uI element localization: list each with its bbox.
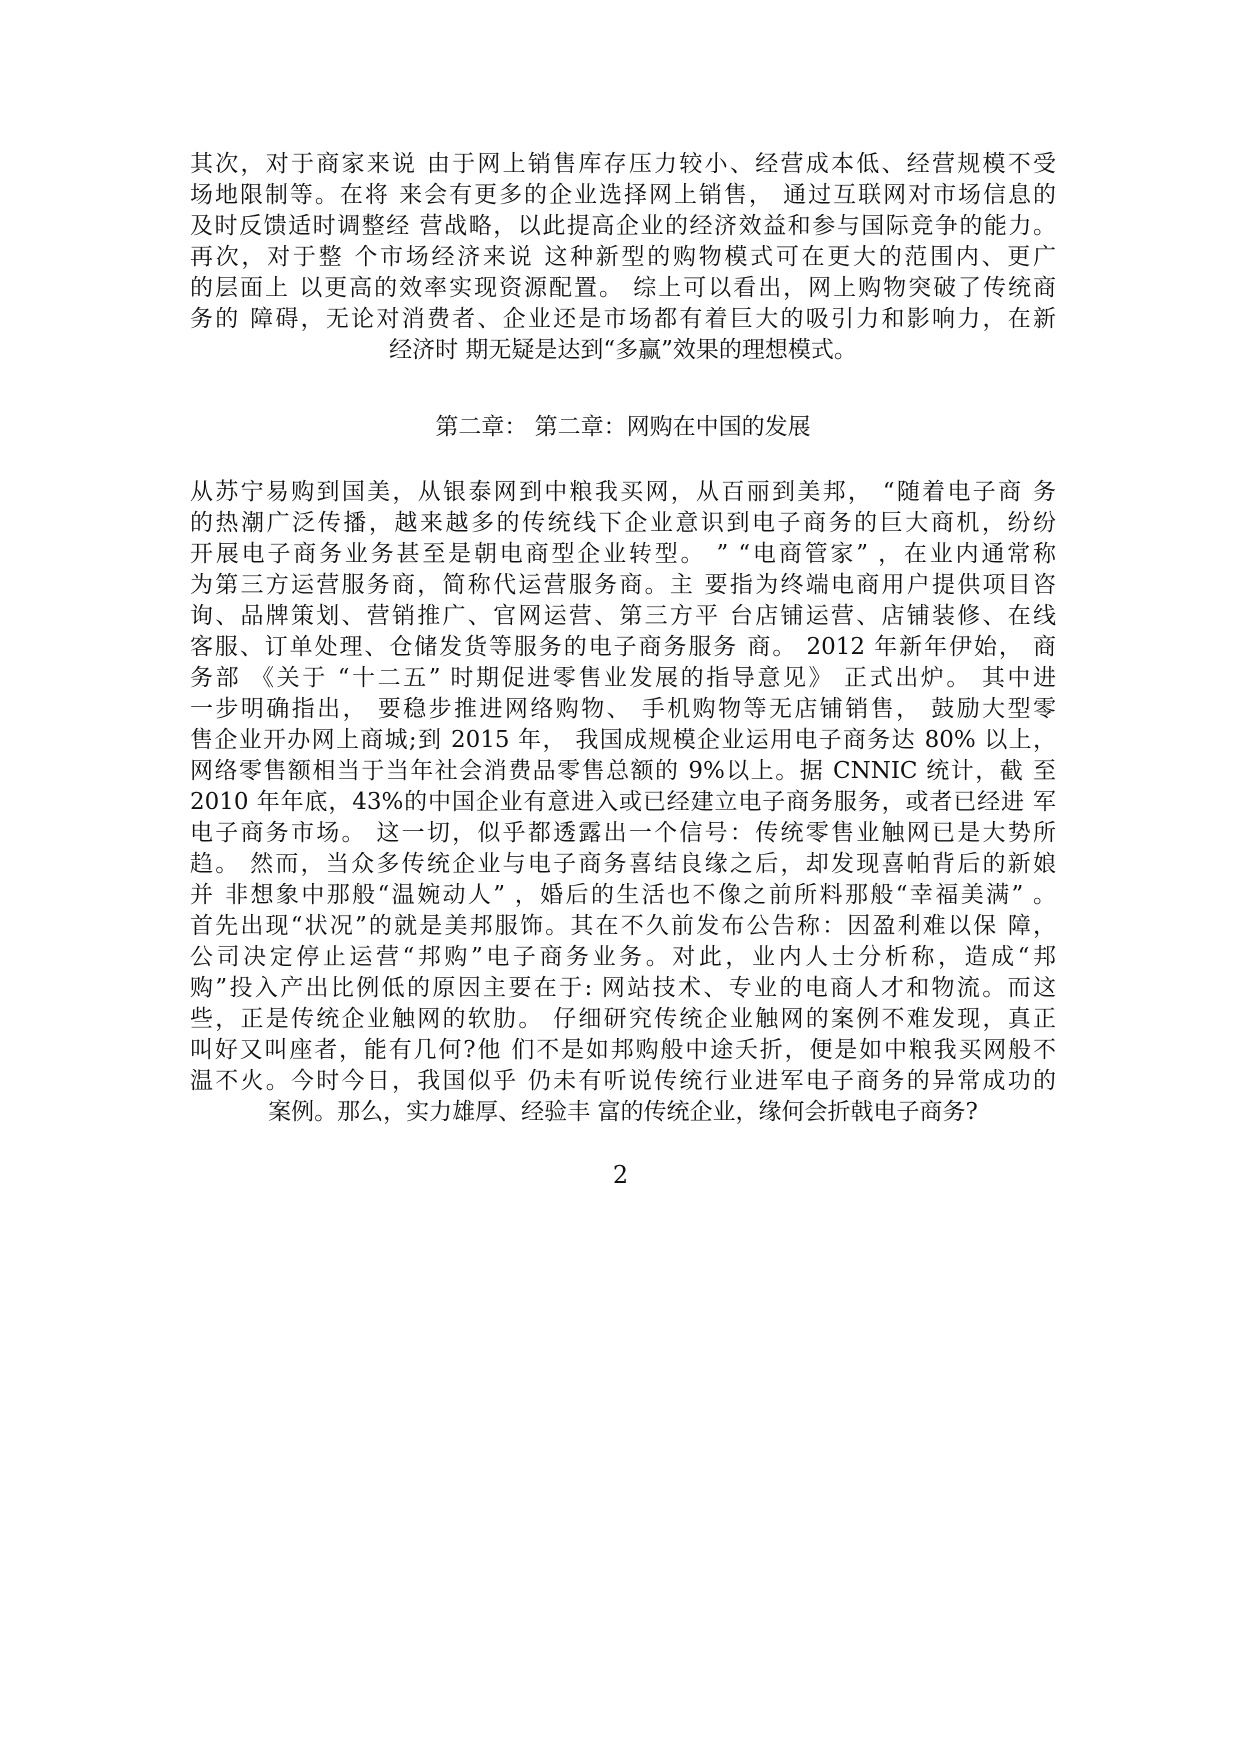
paragraph-2 <box>190 477 1056 1128</box>
text-line: 首先出现“状况”的就是美邦服饰。其在不久前发布公告称：因盈利难以保 障， <box>190 913 1056 939</box>
text-line: 及时反馈适时调整经 营战略，以此提高企业的经济效益和参与国际竞争的能力。 <box>190 213 1056 239</box>
text-line: 网络零售额相当于当年社会消费品零售总额的 9%以上。据 CNNIC 统计，截 至 <box>190 758 1056 784</box>
text-line: 温不火。今时今日，我国似乎 仍未有听说传统行业进军电子商务的异常成功的 <box>190 1068 1056 1094</box>
paragraph-1 <box>190 149 1056 366</box>
text-line: 开展电子商务业务甚至是朝电商型企业转型。 ” “电商管家” ，在业内通常称 <box>190 541 1056 567</box>
text-line: 场地限制等。在将 来会有更多的企业选择网上销售， 通过互联网对市场信息的 <box>190 182 1056 208</box>
text-line: 叫好又叫座者，能有几何?他 们不是如邦购般中途夭折，便是如中粮我买网般不 <box>190 1037 1056 1063</box>
text-line: 的层面上 以更高的效率实现资源配置。 综上可以看出，网上购物突破了传统商 <box>190 275 1056 301</box>
text-line: 2010 年年底，43%的中国企业有意进入或已经建立电子商务服务，或者已经进 军 <box>190 789 1056 815</box>
text-line: 经济时 期无疑是达到“多赢”效果的理想模式。 <box>389 337 857 363</box>
text-line: 趋。 然而，当众多传统企业与电子商务喜结良缘之后，却发现喜帕背后的新娘 <box>190 851 1056 877</box>
page-number: 2 <box>612 1161 629 1189</box>
text-line: 并 非想象中那般“温婉动人” ，婚后的生活也不像之前所料那般“幸福美满” 。 <box>190 882 1056 908</box>
text-line: 售企业开办网上商城;到 2015 年， 我国成规模企业运用电子商务达 80% 以上， <box>190 727 1056 753</box>
text-line: 电子商务市场。 这一切，似乎都透露出一个信号：传统零售业触网已是大势所 <box>190 820 1056 846</box>
text-line: 其次，对于商家来说 由于网上销售库存压力较小、经营成本低、经营规模不受 <box>190 151 1056 177</box>
text-line: 为第三方运营服务商，简称代运营服务商。主 要指为终端电商用户提供项目咨 <box>190 572 1056 598</box>
text-line: 务部 《关于 “十二五” 时期促进零售业发展的指导意见》 正式出炉。 其中进 <box>190 665 1056 691</box>
text-line: 从苏宁易购到国美，从银泰网到中粮我买网，从百丽到美邦， “随着电子商 务 <box>190 479 1056 505</box>
chapter-heading: 第二章： 第二章：网购在中国的发展 <box>435 414 811 440</box>
text-line: 购”投入产出比例低的原因主要在于: 网站技术、专业的电商人才和物流。而这 <box>190 975 1056 1001</box>
text-line: 再次，对于整 个市场经济来说 这种新型的购物模式可在更大的范围内、更广 <box>190 244 1056 270</box>
text-line: 一步明确指出， 要稳步推进网络购物、 手机购物等无店铺销售， 鼓励大型零 <box>190 696 1056 722</box>
text-line: 些，正是传统企业触网的软肋。 仔细研究传统企业触网的案例不难发现，真正 <box>190 1006 1056 1032</box>
text-line: 案例。那么，实力雄厚、经验丰 富的传统企业，缘何会折戟电子商务? <box>268 1099 978 1125</box>
text-line: 公司决定停止运营“邦购”电子商务业务。对此，业内人士分析称，造成“邦 <box>190 944 1056 970</box>
text-line: 务的 障碍，无论对消费者、企业还是市场都有着巨大的吸引力和影响力，在新 <box>190 306 1056 332</box>
text-line: 的热潮广泛传播，越来越多的传统线下企业意识到电子商务的巨大商机，纷纷 <box>190 510 1056 536</box>
text-line: 客服、订单处理、仓储发货等服务的电子商务服务 商。 2012 年新年伊始， 商 <box>190 634 1056 660</box>
text-line: 询、品牌策划、营销推广、官网运营、第三方平 台店铺运营、店铺装修、在线 <box>190 603 1056 629</box>
